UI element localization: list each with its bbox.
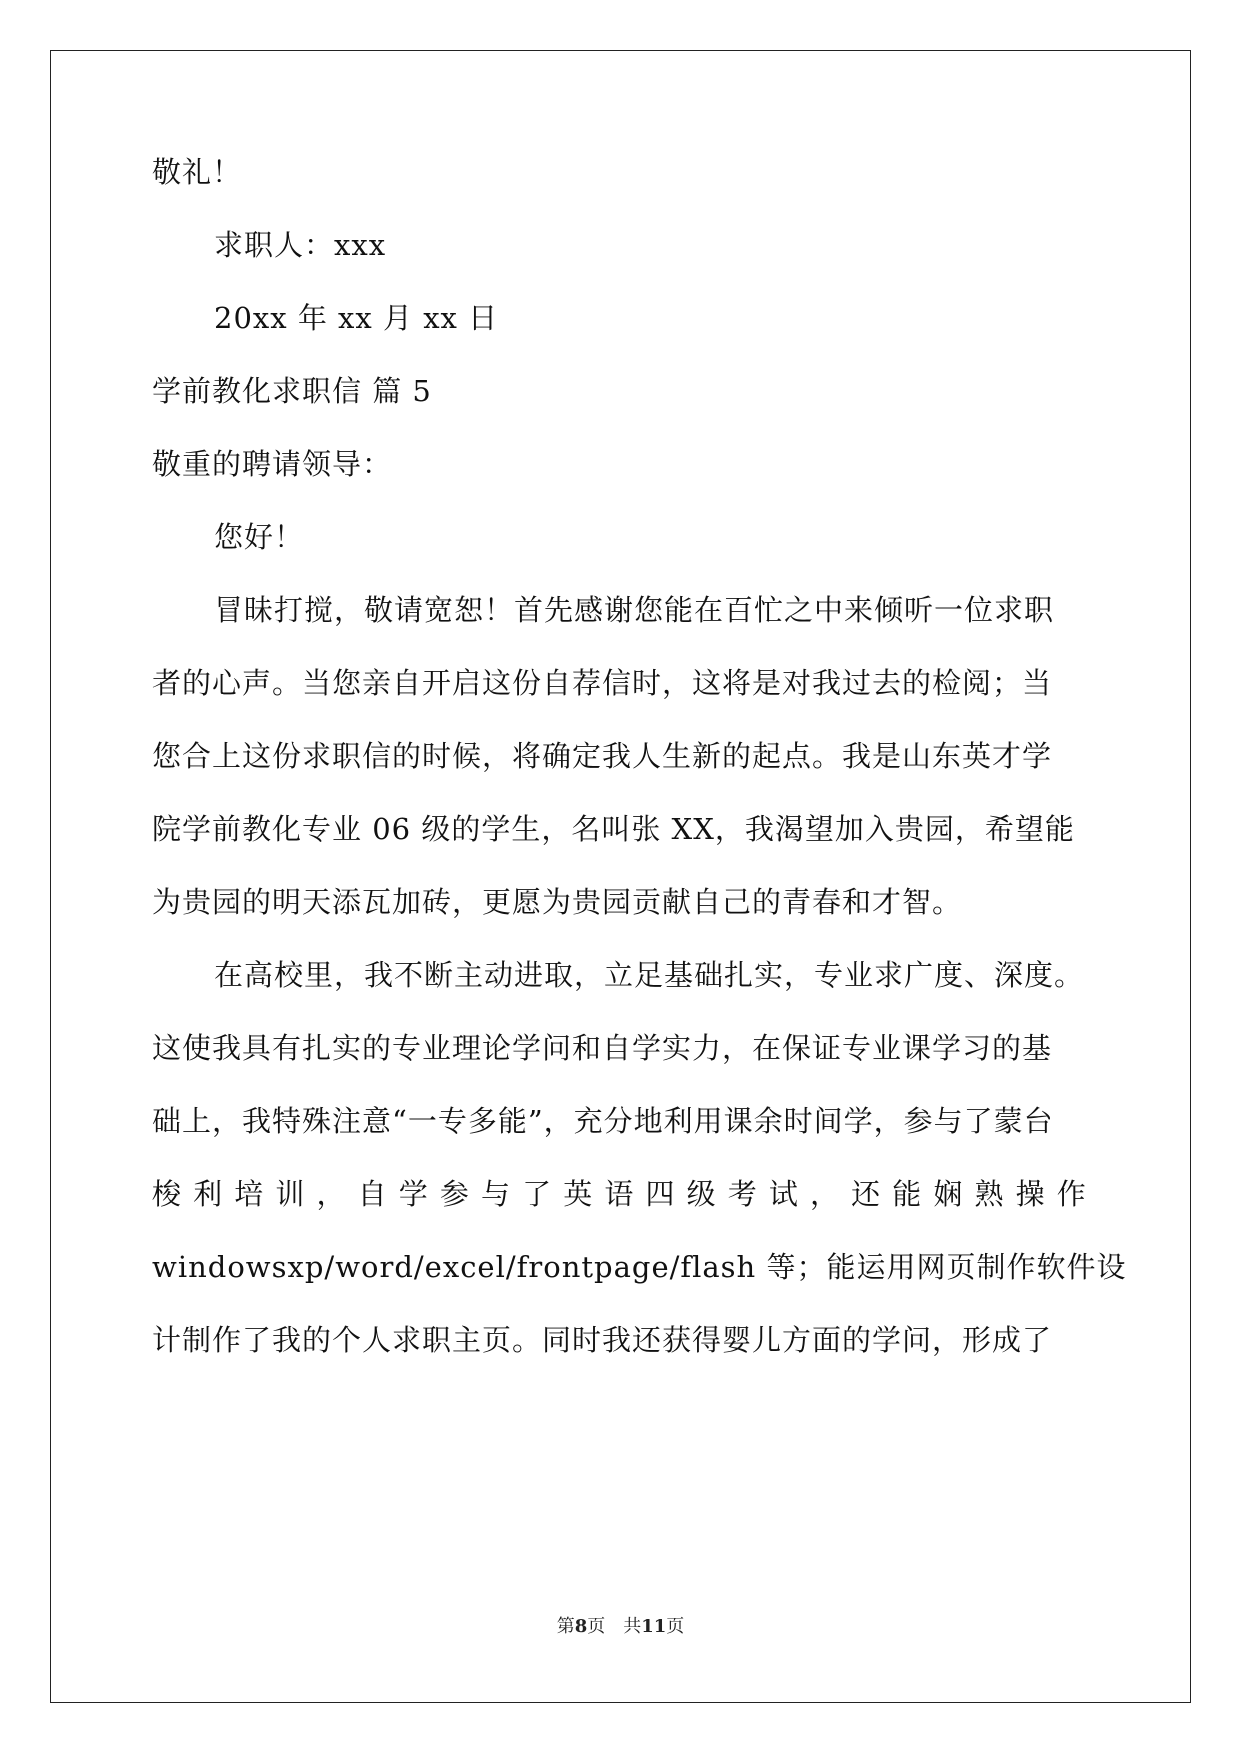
spaced-char: 参: [439, 1177, 469, 1211]
paragraph-line: 为贵园的明天添瓦加砖，更愿为贵园贡献自己的青春和才智。: [152, 885, 963, 919]
spaced-char: 娴: [933, 1177, 963, 1211]
paragraph-line: 者的心声。当您亲自开启这份自荐信时，这将是对我过去的检阅；当: [152, 666, 1053, 700]
paragraph-line: 计制作了我的个人求职主页。同时我还获得婴儿方面的学问，形成了: [152, 1323, 1053, 1357]
paragraph-line: 您合上这份求职信的时候，将确定我人生新的起点。我是山东英才学: [152, 739, 1053, 773]
paragraph-line: 院学前教化专业 06 级的学生，名叫张 XX，我渴望加入贵园，希望能: [152, 812, 1075, 846]
spaced-char: 与: [481, 1177, 511, 1211]
spaced-paragraph-line: [152, 1174, 1086, 1214]
page-footer: [0, 1612, 1241, 1638]
paragraph-line: 这使我具有扎实的专业理论学问和自学实力，在保证专业课学习的基: [152, 1031, 1053, 1065]
spaced-char: 试: [768, 1177, 798, 1211]
spaced-char: 能: [892, 1177, 922, 1211]
closing-salutation: 敬礼！: [152, 155, 243, 189]
footer-page-number: 8: [574, 1616, 588, 1637]
paragraph-line: 冒昧打搅，敬请宽恕！首先感谢您能在百忙之中来倾听一位求职: [214, 593, 1055, 627]
spaced-char: 语: [604, 1177, 634, 1211]
spaced-char: 了: [522, 1177, 552, 1211]
spaced-char: 梭: [152, 1177, 182, 1211]
footer-prefix: 第: [556, 1616, 575, 1637]
spaced-char: 级: [686, 1177, 716, 1211]
spaced-char: 四: [645, 1177, 675, 1211]
footer-total-pages: 11: [641, 1616, 667, 1637]
section-heading: 学前教化求职信 篇 5: [152, 374, 432, 408]
spaced-char: 训: [275, 1177, 305, 1211]
spaced-char: 学: [398, 1177, 428, 1211]
spaced-char: 操: [1015, 1177, 1045, 1211]
spaced-char: 培: [234, 1177, 264, 1211]
footer-mid: 页 共: [587, 1616, 642, 1637]
spaced-char: 熟: [974, 1177, 1004, 1211]
paragraph-line: 础上，我特殊注意“一专多能”，充分地利用课余时间学，参与了蒙台: [152, 1104, 1054, 1138]
hello-line: 您好！: [214, 520, 305, 554]
spaced-char: 作: [1056, 1177, 1086, 1211]
applicant-name-line: 求职人：xxx: [214, 228, 387, 262]
paragraph-line: 在高校里，我不断主动进取，立足基础扎实，专业求广度、深度。: [214, 958, 1085, 992]
date-line: 20xx 年 xx 月 xx 日: [214, 301, 499, 335]
footer-suffix: 页: [666, 1616, 685, 1637]
greeting-line: 敬重的聘请领导：: [152, 447, 393, 481]
spaced-char: ，: [316, 1177, 346, 1211]
paragraph-line: windowsxp/word/excel/frontpage/flash 等；能运用网页制作软件设: [152, 1250, 1127, 1284]
spaced-char: 还: [851, 1177, 881, 1211]
spaced-char: 英: [563, 1177, 593, 1211]
spaced-char: ，: [810, 1177, 840, 1211]
spaced-char: 考: [727, 1177, 757, 1211]
spaced-char: 自: [357, 1177, 387, 1211]
spaced-char: 利: [193, 1177, 223, 1211]
